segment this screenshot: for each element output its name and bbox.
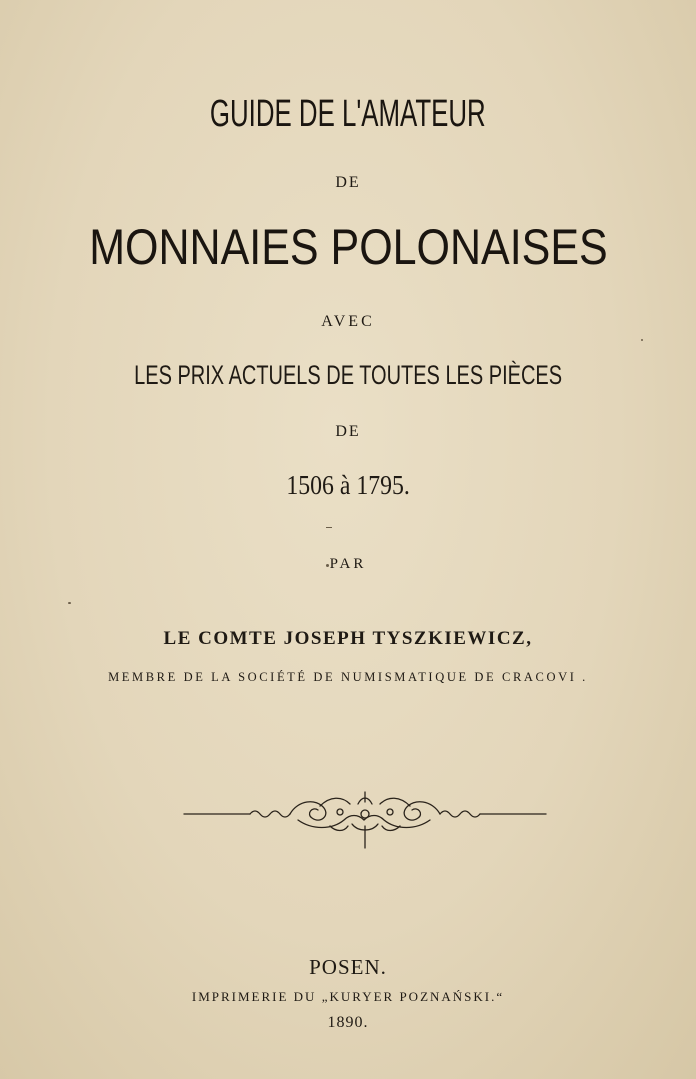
connector-de-1: DE <box>335 174 361 191</box>
publication-year: 1890. <box>327 1014 369 1031</box>
printer-name: IMPRIMERIE DU „KURYER POZNAŃSKI.“ <box>191 989 505 1004</box>
paper-speck <box>326 564 329 567</box>
subtitle <box>0 360 696 391</box>
paper-speck <box>641 339 643 341</box>
connector-avec: AVEC <box>321 313 375 330</box>
title-line-1 <box>0 92 696 136</box>
subtitle-text: LES PRIX ACTUELS DE TOUTES LES PIÈCES <box>134 360 562 390</box>
publication-city: POSEN. <box>309 955 387 979</box>
paper-speck <box>326 527 332 528</box>
title-line-2 <box>0 218 696 276</box>
connector-de-2: DE <box>335 423 361 440</box>
author-name: LE COMTE JOSEPH TYSZKIEWICZ, <box>163 628 533 649</box>
date-range-text: 1506 à 1795. <box>286 470 410 500</box>
connector-par: PAR <box>329 556 367 572</box>
date-range <box>0 470 696 501</box>
title-line-2-text: MONNAIES POLONAISES <box>88 219 608 275</box>
paper-speck <box>68 602 71 604</box>
decorative-flourish-icon <box>180 786 550 856</box>
author-affiliation: MEMBRE DE LA SOCIÉTÉ DE NUMISMATIQUE DE CRACOVI . <box>108 670 588 684</box>
title-line-1-text: GUIDE DE L'AMATEUR <box>210 93 486 135</box>
